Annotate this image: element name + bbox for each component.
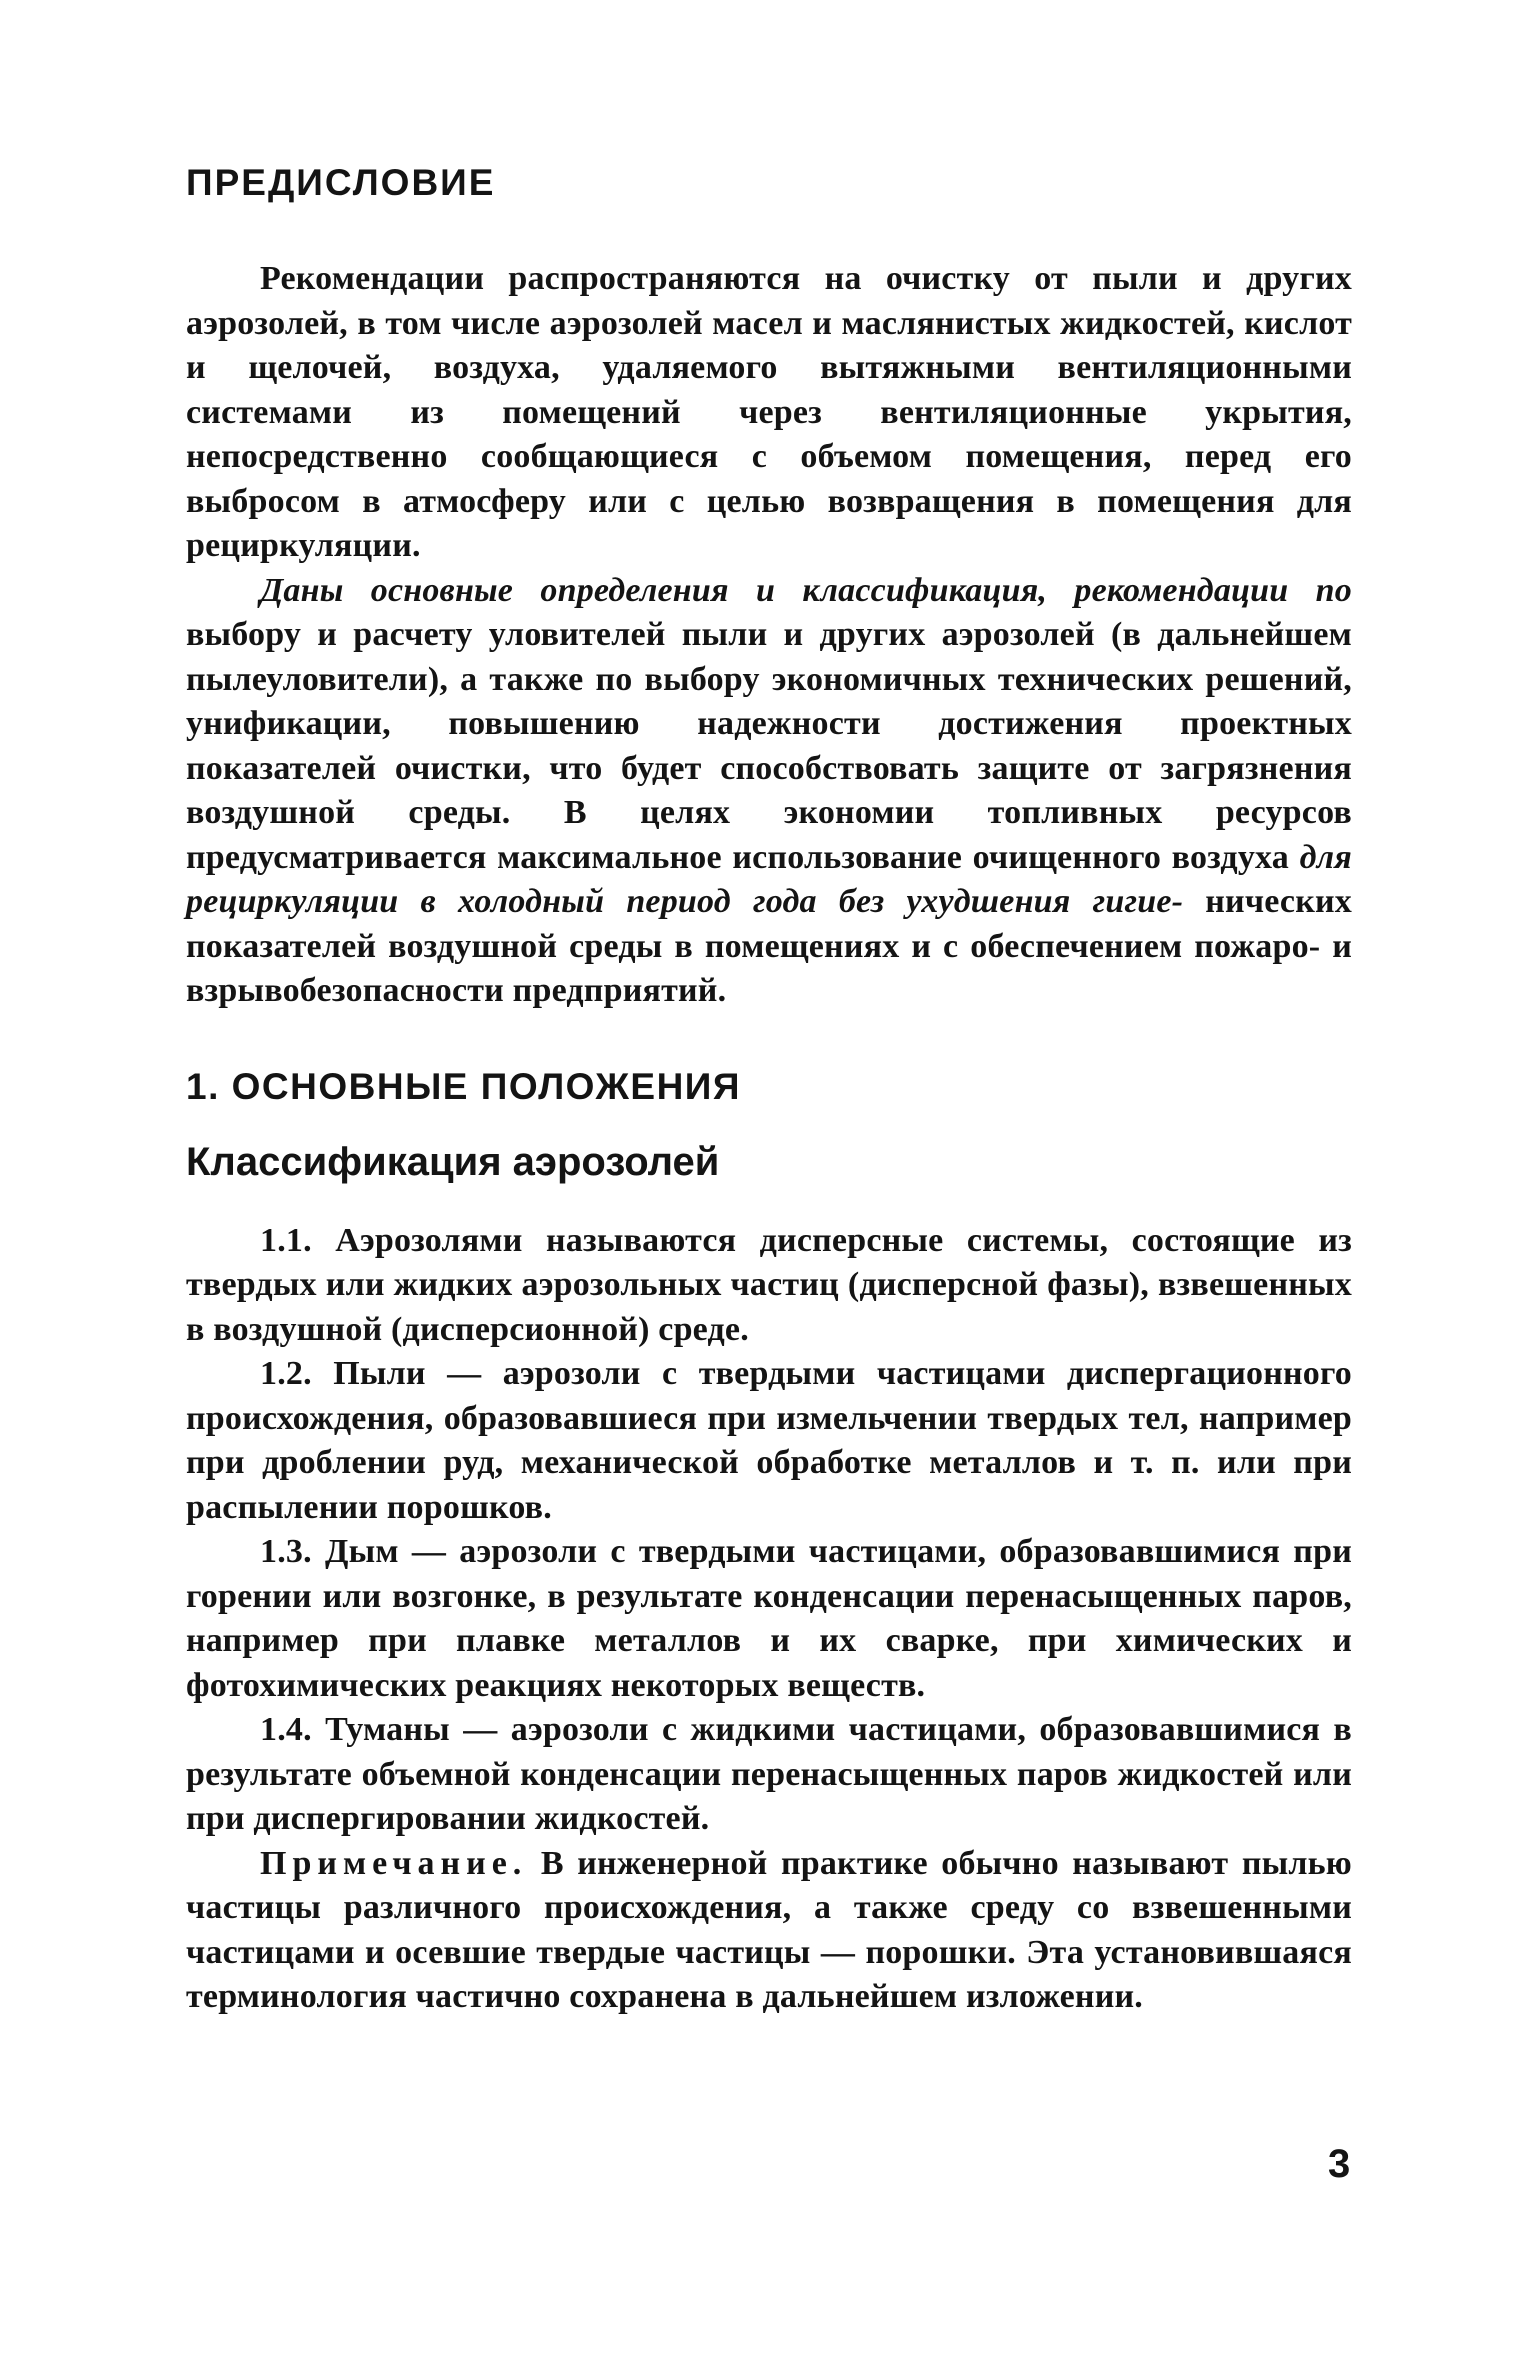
- preface-paragraph-2: [186, 569, 1352, 1014]
- item-1-2: 1.2. Пыли — аэрозоли с твердыми частицами диспергационного происхождения, образовавшиеся при измельчении твердых тел, например при дроблении руд, механической обработке металлов и т. п. или при распылении порошков.: [186, 1355, 1352, 1526]
- preface-title: ПРЕДИСЛОВИЕ: [186, 162, 496, 203]
- note-paragraph: [186, 1842, 1352, 2020]
- preface-p2-rest: выбору и расчету уловителей пыли и других аэрозолей (в дальнейшем пылеуловители), а также по выбору экономичных технических решений, унификации, повышению надежности достижения проектных показателей очистки, что будет способствовать защите от загрязнения воздушной среды. В целях экономии топливных ресурсов предусматривается максимальное использование очищенного воздуха: [186, 616, 1352, 876]
- preface-p2-italic2: для рециркуляции в холодный период года без ухудшения гигие-: [186, 838, 1352, 920]
- page-content: [186, 150, 1352, 2020]
- preface-p2-italic: Даны основные определения и классификация, рекомендации по: [260, 571, 1352, 609]
- item-1-3: 1.3. Дым — аэрозоли с твердыми частицами, образовавшимися при горении или возгонке, в результате конденсации перенасыщенных паров, например при плавке металлов и их сварке, при химических и фотохимических реакциях некоторых веществ.: [186, 1533, 1352, 1704]
- page-number: 3: [1328, 2142, 1351, 2186]
- item-1-4: 1.4. Туманы — аэрозоли с жидкими частицами, образовавшимися в результате объемной конденсации перенасыщенных паров жидкостей или при диспергировании жидкостей.: [186, 1711, 1352, 1837]
- section-title: 1. ОСНОВНЫЕ ПОЛОЖЕНИЯ: [186, 1065, 741, 1107]
- preface-paragraph-1: [186, 257, 1352, 569]
- note-text: В инженерной практике обычно называют пылью частицы различного происхождения, а также среду со взвешенными частицами и осевшие твердые частицы — порошки. Эта установившаяся терминология частично сохранена в дальнейшем изложении.: [186, 1844, 1352, 2015]
- subsection-title: Классификация аэрозолей: [186, 1139, 720, 1184]
- preface-p1-text: Рекомендации распространяются на очистку от пыли и других аэрозолей, в том числе аэрозолей масел и маслянистых жидкостей, кислот и щелочей, воздуха, удаляемого вытяжными вентиляционными системами из помещений через вентиляционные укрытия, непосредственно сообщающиеся с объемом помещения, перед его выбросом в атмосферу или с целью возвращения в помещения для рециркуляции.: [186, 260, 1352, 564]
- preface-p2-end: нических показателей воздушной среды в помещениях и с обеспечением пожаро- и взрывобезопасности предприятий.: [186, 883, 1352, 1009]
- note-label: Примечание.: [260, 1844, 528, 1882]
- item-1-1: 1.1. Аэрозолями называются дисперсные системы, состоящие из твердых или жидких аэрозольных частиц (дисперсной фазы), взвешенных в воздушной (дисперсионной) среде.: [186, 1221, 1352, 1348]
